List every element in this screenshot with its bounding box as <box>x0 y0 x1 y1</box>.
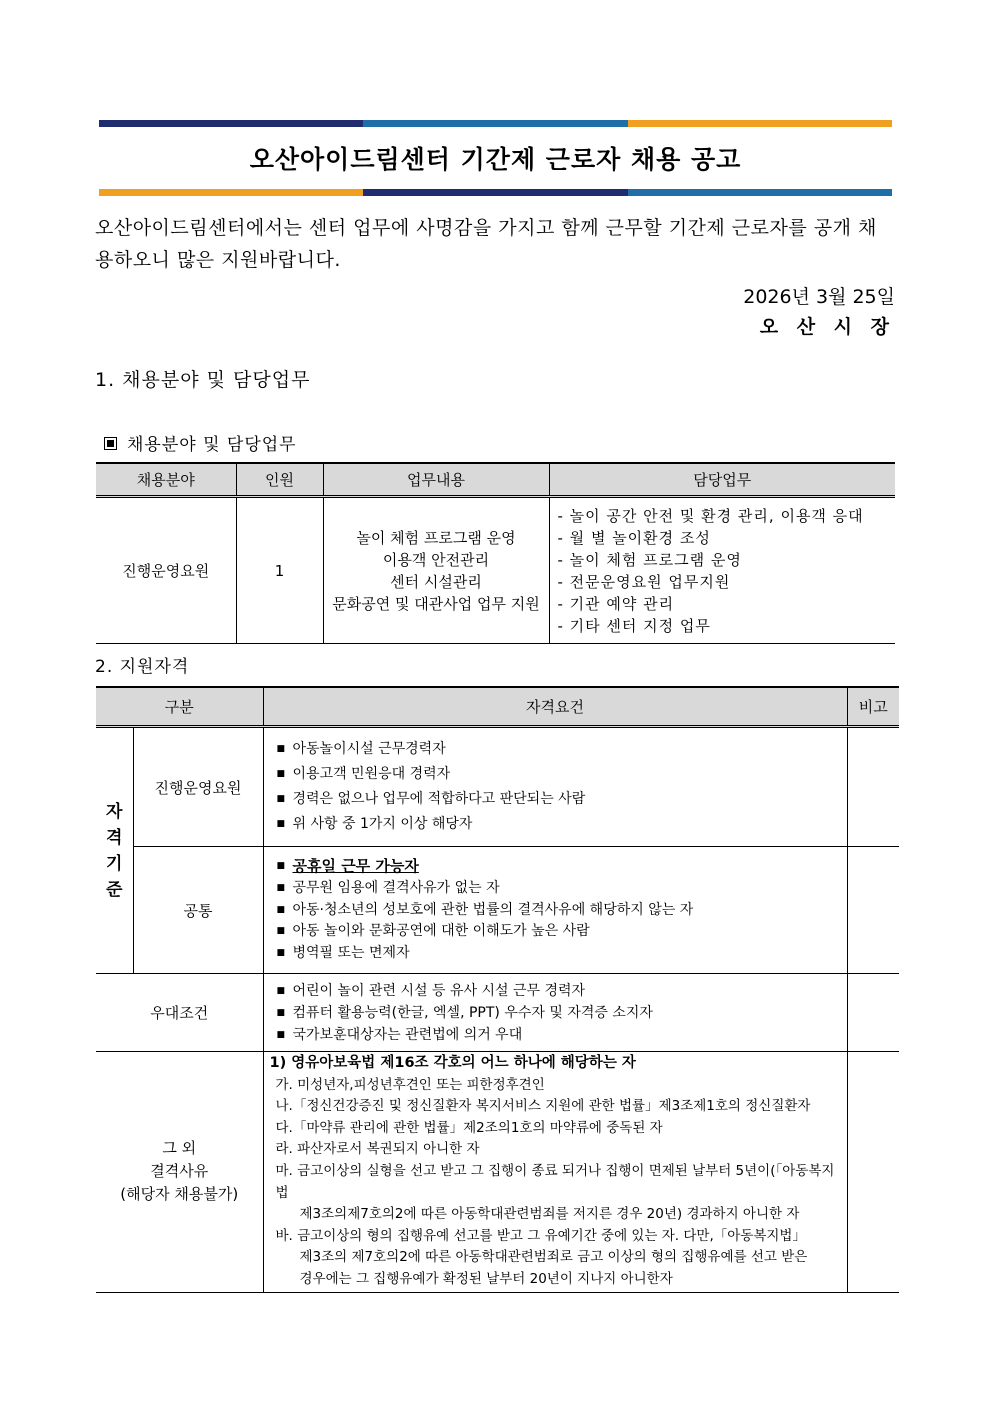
staff-requirements: ■ 아동놀이시설 근무경력자 ■ 이용고객 민원응대 경력자 ■ 경력은 없으나 업무에 적합하다고 판단되는 사람 ■ 위 사항 중 1가지 이상 해당자 <box>263 727 847 847</box>
preference-label: 우대조건 <box>96 974 263 1052</box>
disqualification-requirements: 1) 영유아보육법 제16조 각호의 어느 하나에 해당하는 자 가. 미성년자,피성년후견인 또는 피한정후견인 나.「정신건강증진 및 정신질환자 복지서비스 지원에 관한 법률」제3조제1호의 정신질환자 다.「마약류 관리에 관한 법률」제2조의1호의 마약류에 중독된 자 라. 파산자로서 복권되지 아니한 자 마. 금고이상의 실형을 선고 받고 그 집행이 종료 되거나 집행이 면제된 날부터 5년이(「아동복지법 제3조의제7호의2에 따른 아동학대관련범죄를 저지른 경우 20년) 경과하지 아니한 자 바. 금고이상의 형의 집행유예 선고를 받고 그 유예기간 중에 있는 자. 다만,「아동복지법」 제3조의 제7호의2에 따른 아동학대관련범죄로 금고 이상의 형의 집행유예를 선고 받은 경우에는 그 집행유예가 확정된 날부터 20년이 지나지 아니한자 <box>263 1052 847 1293</box>
note-cell <box>847 727 899 847</box>
preference-requirements: ■ 어린이 놀이 관련 시설 등 유사 시설 근무 경력자 ■ 컴퓨터 활용능력(한글, 엑셀, PPT) 우수자 및 자격증 소지자 ■ 국가보훈대상자는 관련법에 의거 우대 <box>263 974 847 1052</box>
count-cell: 1 <box>236 497 323 644</box>
column-header: 구분 <box>96 687 263 727</box>
column-header: 인원 <box>236 463 323 497</box>
column-header: 채용분야 <box>96 463 236 497</box>
square-bullet-icon <box>104 437 117 450</box>
issuer: 오 산 시 장 <box>759 316 895 338</box>
column-header: 자격요건 <box>263 687 847 727</box>
column-header: 비고 <box>847 687 899 727</box>
common-label: 공통 <box>133 847 263 974</box>
work-cell: 놀이 체험 프로그램 운영 이용객 안전관리 센터 시설관리 문화공연 및 대관사업 업무 지원 <box>323 497 549 644</box>
table-row <box>96 974 899 1052</box>
common-requirements: ■ 공휴일 근무 가능자 ■ 공무원 임용에 결격사유가 없는 자 ■ 아동·청소년의 성보호에 관한 법률의 결격사유에 해당하지 않는 자 ■ 아동 놀이와 문화공연에 대한 이해도가 높은 사람 ■ 병역필 또는 면제자 <box>263 847 847 974</box>
announcement-date: 2026년 3월 25일 <box>743 286 895 308</box>
duties-cell: - 놀이 공간 안전 및 환경 관리, 이용객 응대 - 월 별 놀이환경 조성 - 놀이 체험 프로그램 운영 - 전문운영요원 업무지원 - 기관 예약 관리 - 기타 센터 지정 업무 <box>549 497 895 644</box>
criteria-group-label: 자 격 기 준 <box>96 727 133 974</box>
field-cell: 진행운영요원 <box>96 497 236 644</box>
table-row <box>96 497 895 644</box>
column-header: 담당업무 <box>549 463 895 497</box>
note-cell <box>847 1052 899 1293</box>
recruitment-table <box>96 462 895 644</box>
column-header: 업무내용 <box>323 463 549 497</box>
note-cell <box>847 847 899 974</box>
qualification-table <box>96 686 899 1293</box>
bottom-rule <box>99 189 892 196</box>
table-header-row <box>96 687 899 727</box>
disqualification-label: 그 외 결격사유 (해당자 채용불가) <box>96 1052 263 1293</box>
table-row <box>96 847 899 974</box>
page-title: 오산아이드림센터 기간제 근로자 채용 공고 <box>249 145 742 174</box>
table-header-row <box>96 463 895 497</box>
section1-heading: 1. 채용분야 및 담당업무 <box>95 369 311 391</box>
top-rule <box>99 120 892 127</box>
intro-paragraph: 오산아이드림센터에서는 센터 업무에 사명감을 가지고 함께 근무할 기간제 근로자를 공개 채용하오니 많은 지원바랍니다. <box>95 217 877 271</box>
section1-subheading: 채용분야 및 담당업무 <box>104 430 297 455</box>
note-cell <box>847 974 899 1052</box>
staff-label: 진행운영요원 <box>133 727 263 847</box>
table-row <box>96 727 899 847</box>
table-row <box>96 1052 899 1293</box>
section2-heading: 2. 지원자격 <box>95 657 190 677</box>
